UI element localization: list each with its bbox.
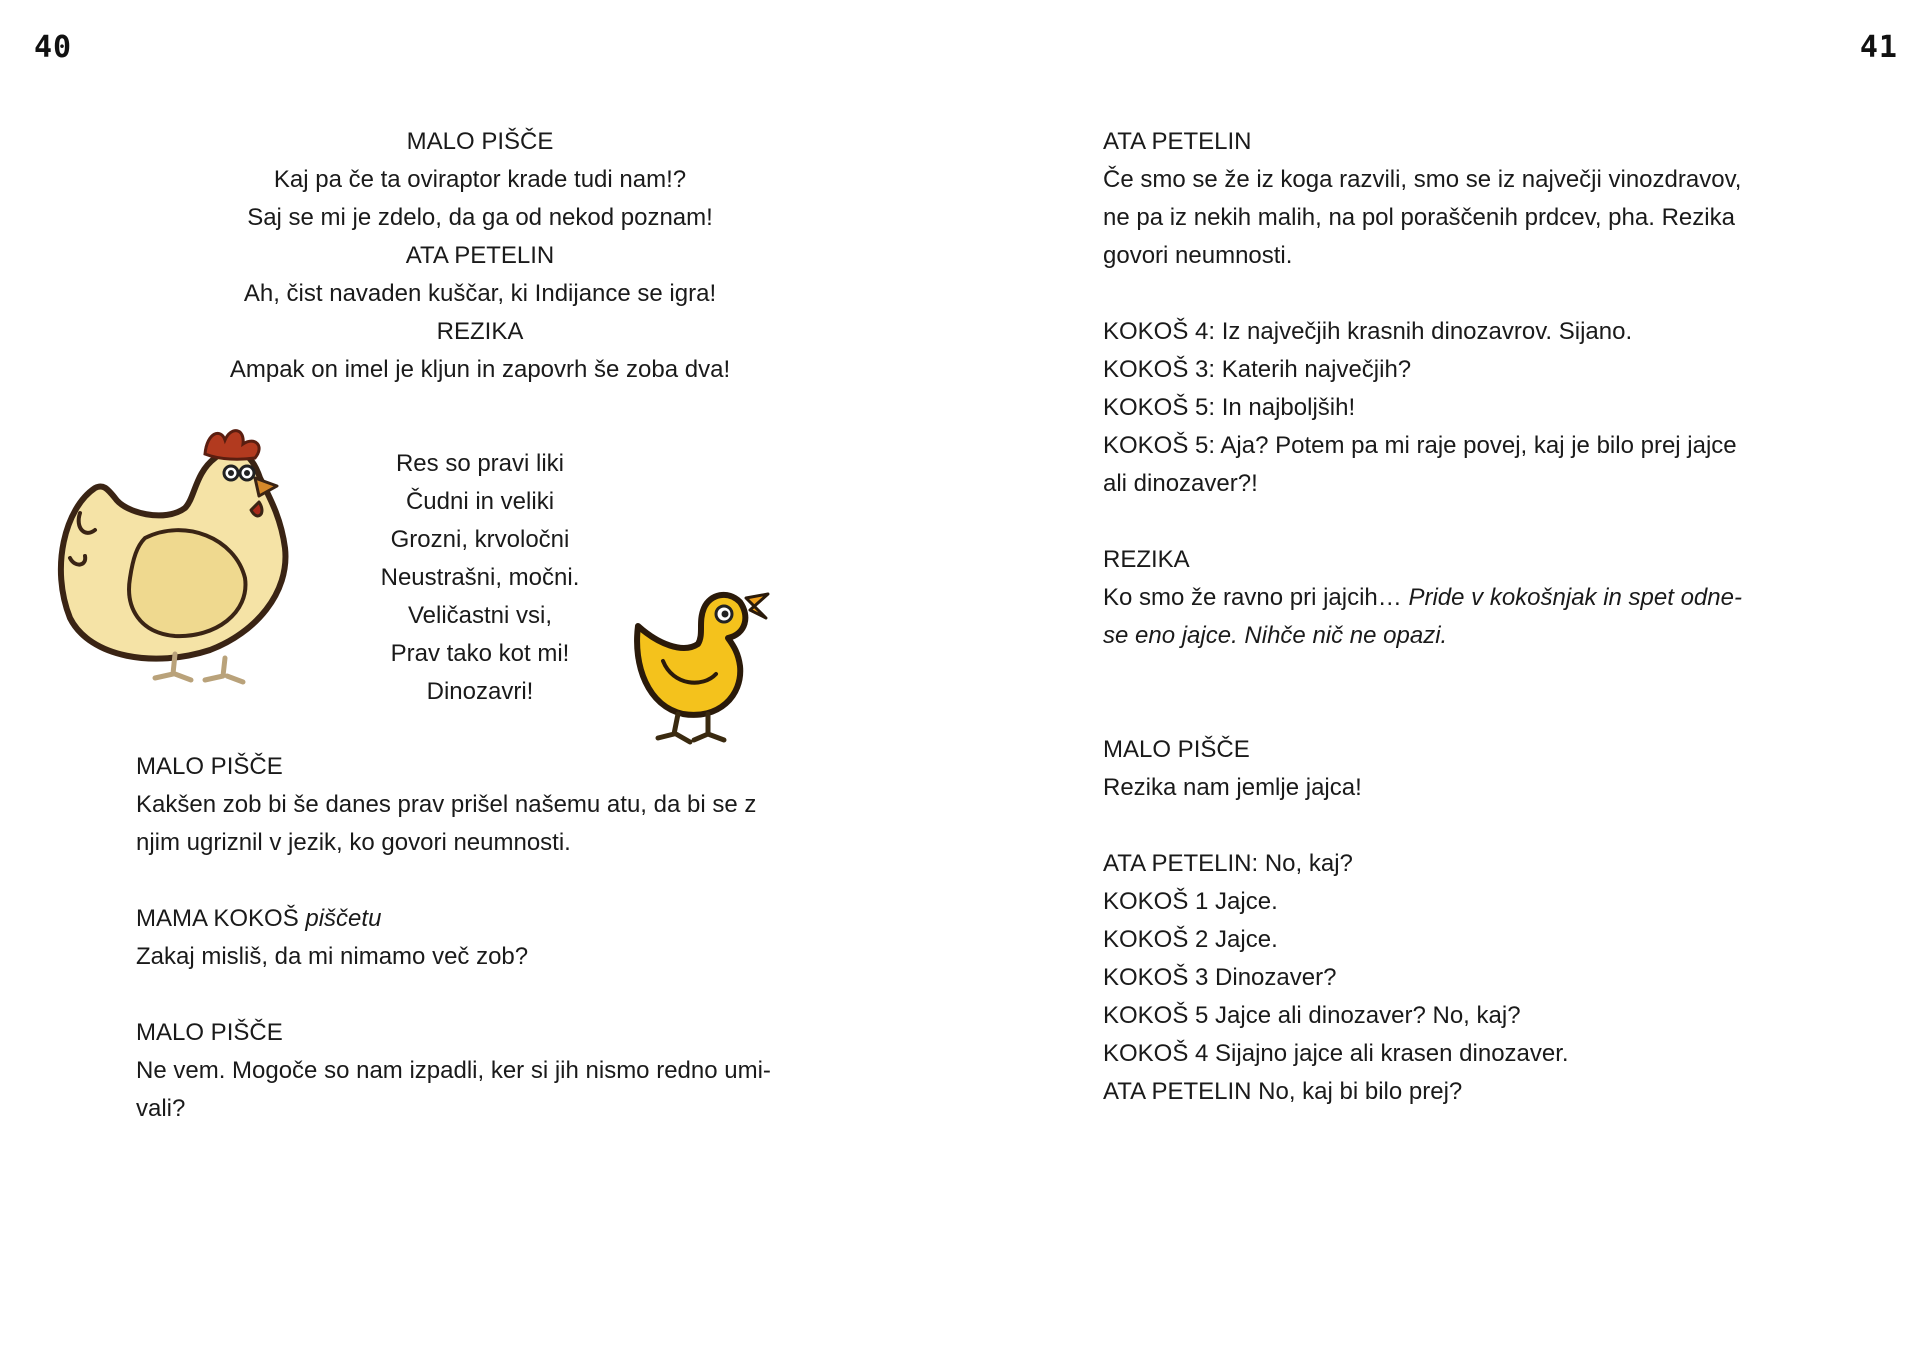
dialogue-line: ATA PETELIN No, kaj bi bilo prej? [1103,1078,1463,1105]
poem-line: Čudni in veliki [405,488,555,515]
speaker-name: ATA PETELIN [405,242,555,269]
stage-direction: Pride v kokošnjak in spet odne- [1408,584,1742,611]
dialogue-line: KOKOŠ 4 Sijajno jajce ali krasen dinozaver. [1103,1040,1569,1067]
dialogue-line: Kakšen zob bi še danes prav prišel našemu atu, da bi se z [136,791,757,818]
dialogue-line: KOKOŠ 3 Dinozaver? [1103,964,1337,991]
dialogue-line: ali dinozaver?! [1103,470,1258,497]
verse-line: Kaj pa če ta oviraptor krade tudi nam!? [273,166,687,193]
dialogue-line: KOKOŠ 5: In najboljših! [1103,394,1356,421]
dialogue-line: vali? [136,1095,186,1122]
page-number-right: 41 [1859,30,1898,65]
dialogue-line: ne pa iz nekih malih, na pol poraščenih prdcev, pha. Rezika [1103,204,1735,231]
dialogue-line: Ne vem. Mogoče so nam izpadli, ker si jih nismo redno umi- [136,1057,771,1084]
speaker-name: MALO PIŠČE [136,1019,283,1046]
dialogue-line: Rezika nam jemlje jajca! [1103,774,1362,801]
speaker-name: MAMA KOKOŠ [136,905,306,932]
dialogue-line: KOKOŠ 4: Iz največjih krasnih dinozavrov. Sijano. [1103,318,1633,345]
speaker-name: REZIKA [1103,546,1190,573]
stage-direction: se eno jajce. Nihče nič ne opazi. [1103,622,1448,649]
dialogue-line: Če smo se že iz koga razvili, smo se iz največji vinozdravov, [1103,166,1742,193]
dialogue-line: ATA PETELIN: No, kaj? [1103,850,1353,877]
verse-line: Ah, čist navaden kuščar, ki Indijance se igra! [243,280,717,307]
hen-icon [45,418,325,686]
verse-line: Ampak on imel je kljun in zapovrh še zoba dva! [229,356,731,383]
speaker-name: MALO PIŠČE [136,753,283,780]
right-page-body [1103,123,1803,1111]
speaker-name: MALO PIŠČE [406,128,554,155]
dialogue-line: KOKOŠ 3: Katerih največjih? [1103,356,1412,383]
left-page-body [136,748,826,1128]
poem-line: Res so pravi liki [395,450,565,477]
poem-line: Neustrašni, močni. [380,564,580,591]
speaker-name: REZIKA [436,318,524,345]
dialogue-line [1103,579,1803,617]
poem-line: Dinozavri! [426,678,534,705]
stage-direction: piščetu [305,905,382,932]
speaker-line [136,900,826,938]
verse-dialogue [180,123,780,389]
dialogue-line: njim ugriznil v jezik, ko govori neumnosti. [136,829,571,856]
dialogue-line: KOKOŠ 2 Jajce. [1103,926,1278,953]
poem-line: Grozni, krvoločni [390,526,570,553]
dialogue-text: Ko smo že ravno pri jajcih… [1103,584,1409,611]
speaker-name: MALO PIŠČE [1103,736,1250,763]
dialogue-line: Zakaj misliš, da mi nimamo več zob? [136,943,529,970]
poem-line: Veličastni vsi, [407,602,553,629]
dialogue-line: KOKOŠ 5 Jajce ali dinozaver? No, kaj? [1103,1002,1521,1029]
verse-line: Saj se mi je zdelo, da ga od nekod poznam! [247,204,713,231]
page-number-left: 40 [34,30,73,65]
dialogue-line: KOKOŠ 1 Jajce. [1103,888,1278,915]
dialogue-line: KOKOŠ 5: Aja? Potem pa mi raje povej, kaj je bilo prej jajce [1103,432,1737,459]
poem [340,445,620,711]
dialogue-line: govori neumnosti. [1103,242,1293,269]
poem-line: Prav tako kot mi! [390,640,570,667]
chick-icon [628,586,776,746]
speaker-name: ATA PETELIN [1103,128,1252,155]
